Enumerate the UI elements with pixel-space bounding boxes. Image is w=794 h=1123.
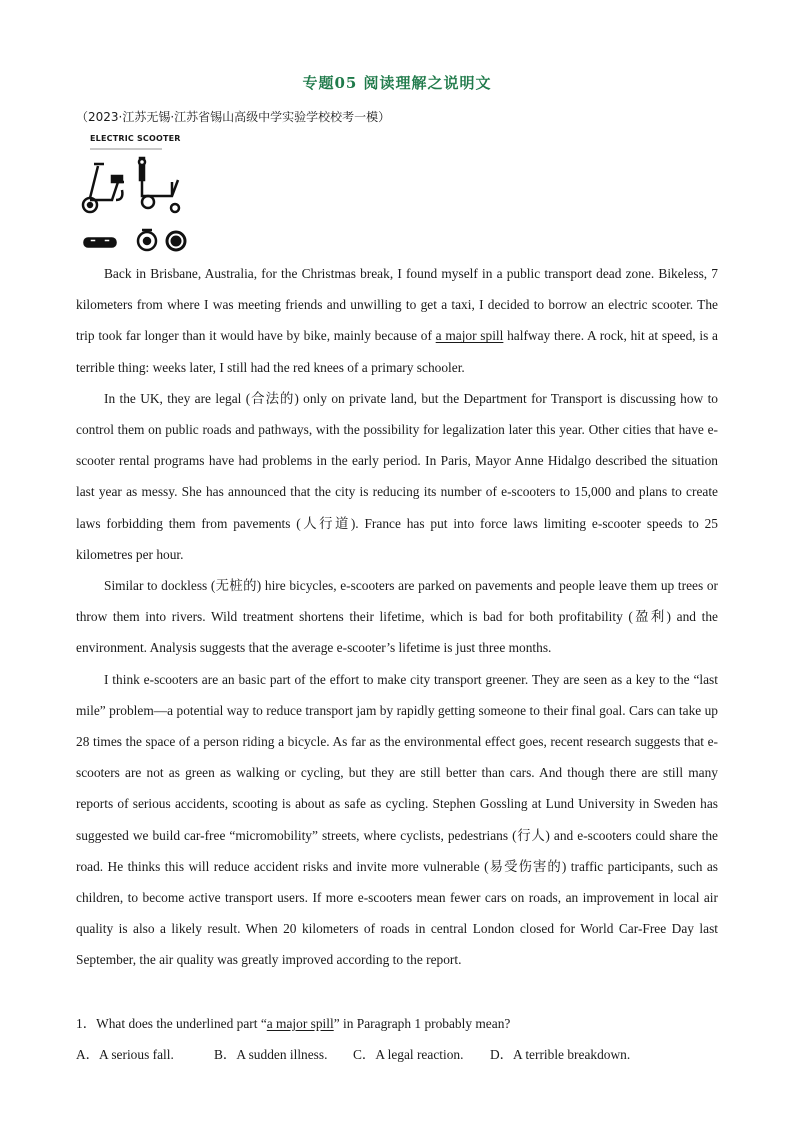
option-a[interactable]: A．A serious fall. — [76, 1047, 174, 1062]
question-underlined-phrase: a major spill — [266, 1016, 334, 1031]
passage — [76, 258, 718, 976]
scooter-drawings — [76, 130, 196, 255]
paragraph-1-text-start: Back in Brisbane, Australia, for the Christmas break, I found myself in a public transport dead zone. Bikeless, 7 kilometers from where I was meeting friends and unwilling to get a taxi, I decided to borrow an electric scooter. The trip took far longer than it would have by bike, mainly because of — [76, 266, 718, 344]
paragraph-1 — [76, 258, 718, 383]
paragraph-4: I think e-scooters are an basic part of the effort to make city transport greener. They are seen as a key to the “last mile” problem—a potential way to reduce transport jam by rapidly getting someone to their final goal. Cars can take up 28 times the space of a person riding a bicycle. As far as the environmental effect goes, recent research suggests that e-scooters are not as green as walking or cycling, but they are still better than cars. And though there are still many reports of serious accidents, scooting is about as safe as cycling. Stephen Gossling at Lund University in Sweden has suggested we build car-free “micromobility” streets, where cyclists, pedestrians (行人) and e-scooters could share the road. He thinks this will reduce accident risks and invite more vulnerable (易受伤害的) traffic participants, such as children, to become active transport users. If more e-scooters mean fewer cars on roads, an improvement in local air quality is also a likely result. When 20 kilometers of roads in central London closed for World Car-Free Day last September, the air quality was greatly improved according to the report. — [76, 671, 718, 968]
paragraph-3: Similar to dockless (无桩的) hire bicycles, e-scooters are parked on pavements and people leave them up trees or throw them into rivers. Wild treatment shortens their lifetime, which is bad for both profitability (盈利) and the environment. Analysis suggests that the average e-scooter’s lifetime is just three months. — [76, 578, 718, 656]
option-d[interactable]: D．A terrible breakdown. — [490, 1047, 631, 1062]
question-text-end: ” in Paragraph 1 probably mean? — [333, 1016, 511, 1031]
paragraph-1-text-end: halfway there. A rock, hit at speed, is a terrible thing: weeks later, I still had the red knees of a primary schooler. — [76, 328, 718, 375]
segway-seated-icon — [83, 164, 124, 212]
paragraph-2: In the UK, they are legal (合法的) only on private land, but the Department for Transport is discussing how to control them on public roads and pathways, with the possibility for legalization later this year. Other cities that have e-scooter rental programs have had problems in the early period. In Paris, Mayor Anne Hidalgo described the situation last year as messy. She has announced that the city is reducing its number of e-scooters to 15,000 and plans to create laws forbidding them from pavements (人行道). France has put into force laws limiting e-scooter speeds to 25 kilometres per hour. — [76, 390, 718, 562]
underlined-phrase: a major spill — [435, 328, 504, 344]
tricycle-scooter-icon — [139, 158, 179, 212]
page-title: 专题05 阅读理解之说明文 — [302, 74, 492, 92]
unicycle-icon — [138, 230, 156, 250]
monowheel-icon — [167, 232, 185, 250]
question-text-start: What does the underlined part “ — [96, 1016, 267, 1031]
scooter-figure — [76, 130, 196, 255]
source-line: （2023·江苏无锡·江苏省锡山高级中学实验学校校考一模） — [76, 110, 391, 124]
figure-caption: ELECTRIC SCOOTER — [90, 134, 181, 143]
question-1 — [76, 1013, 736, 1032]
question-number: 1． — [76, 1016, 97, 1031]
option-c[interactable]: C．A legal reaction. — [353, 1047, 464, 1062]
hoverboard-icon — [84, 238, 116, 247]
option-b[interactable]: B．A sudden illness. — [214, 1047, 328, 1062]
